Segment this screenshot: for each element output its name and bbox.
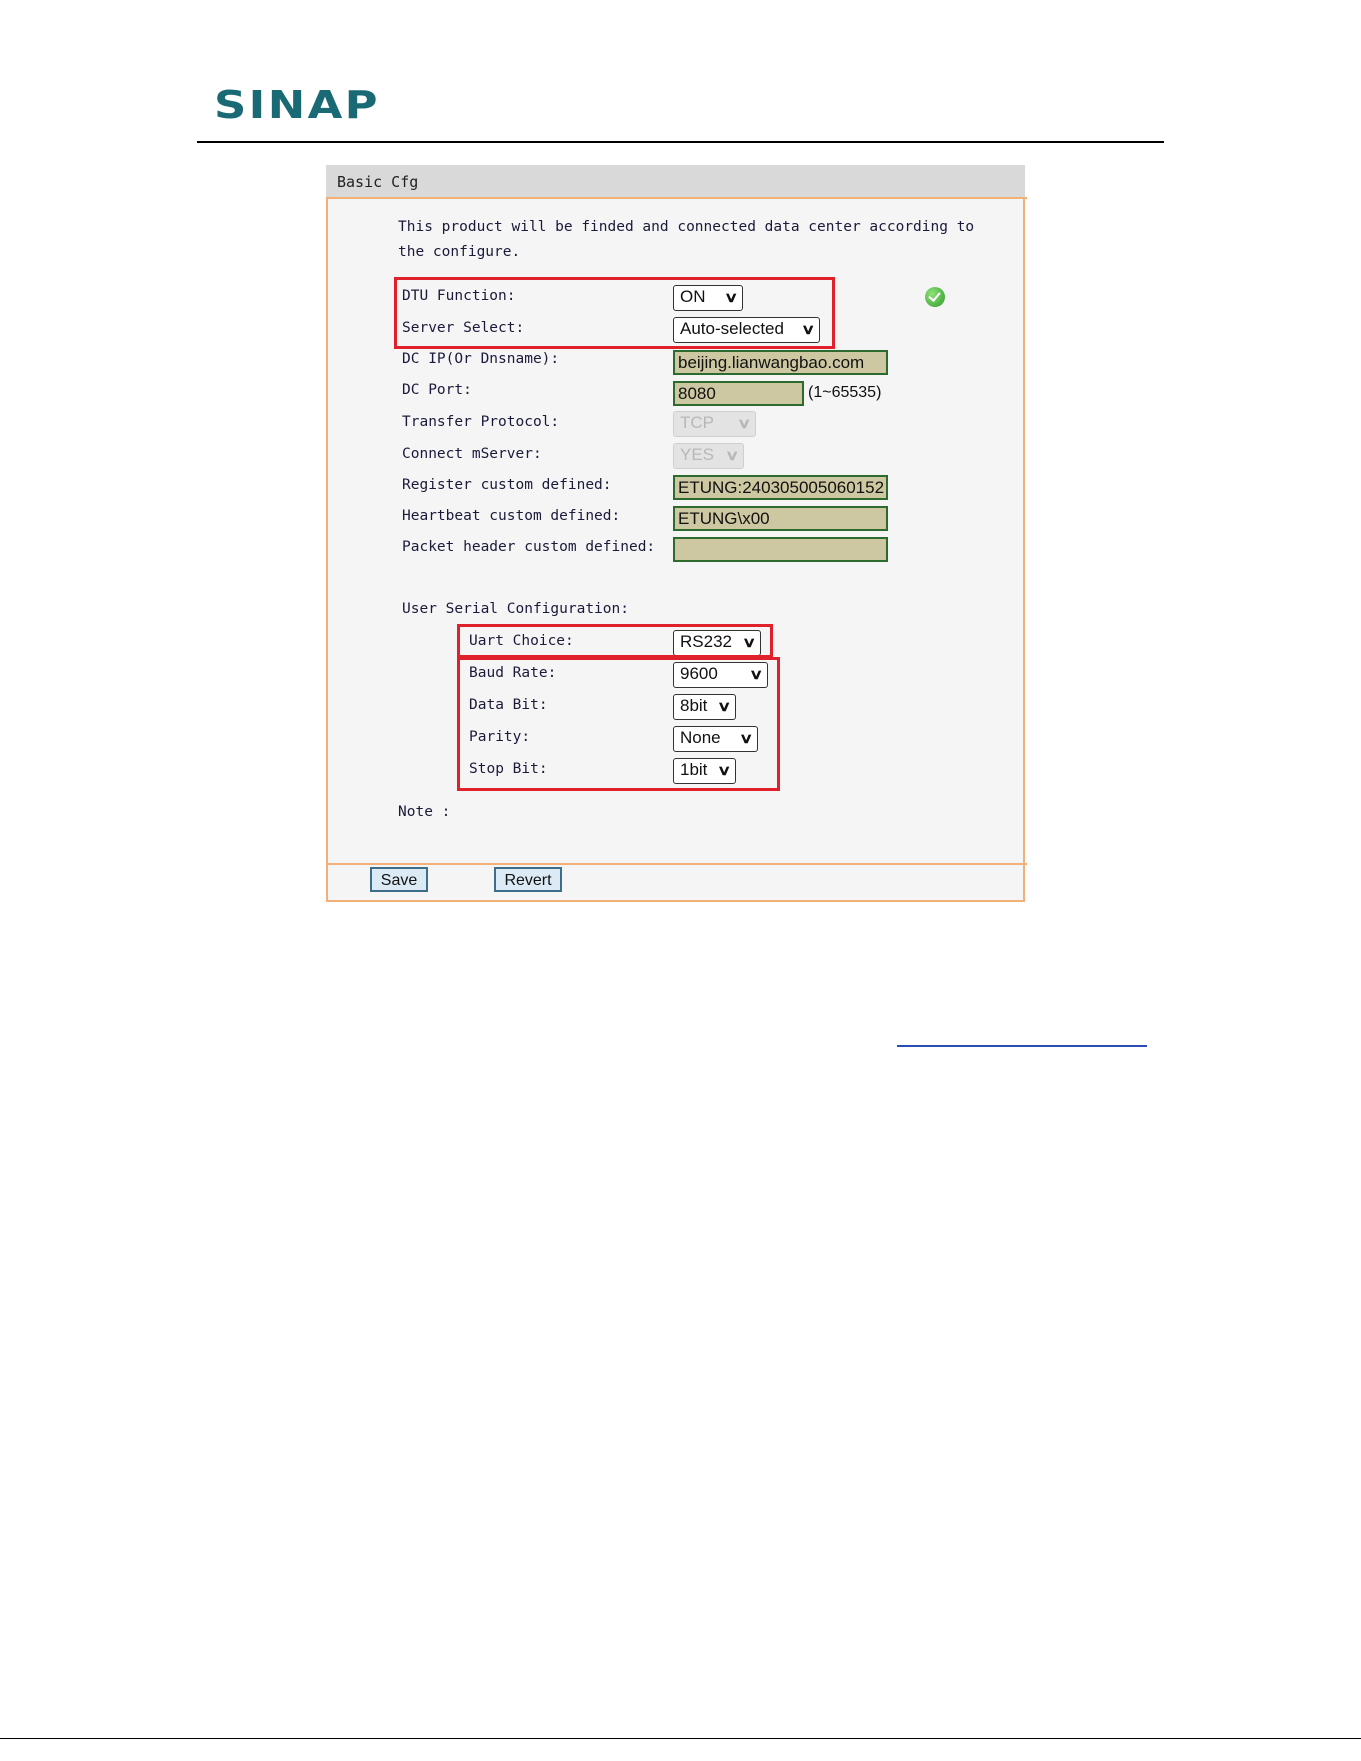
hyperlink-underline[interactable] — [897, 1045, 1147, 1047]
transfer-protocol-select[interactable] — [673, 411, 756, 437]
chevron-down-icon: ∨ — [716, 762, 732, 778]
chevron-down-icon: ∨ — [736, 415, 752, 431]
highlight-box-dtu — [394, 277, 835, 349]
parity-value: None — [680, 728, 721, 747]
connect-mserver-label: Connect mServer: — [402, 446, 542, 462]
stop-bit-label: Stop Bit: — [469, 761, 548, 777]
footer-rule — [0, 1738, 1361, 1739]
dc-port-input[interactable]: 8080 — [673, 381, 804, 406]
baud-rate-label: Baud Rate: — [469, 665, 557, 681]
intro-line-1: This product will be finded and connected data center according to — [398, 219, 975, 235]
parity-label: Parity: — [469, 729, 531, 745]
transfer-protocol-value: TCP — [680, 413, 714, 432]
intro-text — [398, 215, 974, 265]
server-select-label: Server Select: — [402, 320, 525, 336]
note-label: Note : — [398, 804, 451, 820]
chevron-down-icon: ∨ — [738, 730, 754, 746]
uart-choice-label: Uart Choice: — [469, 633, 574, 649]
divider — [326, 863, 1027, 865]
packet-header-custom-label: Packet header custom defined: — [402, 539, 656, 555]
data-bit-label: Data Bit: — [469, 697, 548, 713]
dc-port-range: (1~65535) — [808, 384, 882, 401]
packet-header-custom-input[interactable] — [673, 537, 888, 562]
intro-line-2: the configure. — [398, 244, 521, 260]
dtu-function-label: DTU Function: — [402, 288, 516, 304]
dc-port-label: DC Port: — [402, 382, 472, 398]
register-custom-input[interactable]: ETUNG:240305005060152 — [673, 475, 888, 500]
heartbeat-custom-input[interactable]: ETUNG\x00 — [673, 506, 888, 531]
uart-choice-value: RS232 — [680, 632, 732, 651]
chevron-down-icon: ∨ — [748, 666, 764, 682]
connect-mserver-value: YES — [680, 445, 715, 464]
panel-title-bar — [326, 165, 1025, 197]
check-circle-icon — [925, 287, 945, 307]
panel-title: Basic Cfg — [337, 173, 419, 191]
highlight-box-uart — [457, 624, 773, 658]
chevron-down-icon: ∨ — [741, 634, 757, 650]
chevron-down-icon: ∨ — [723, 289, 739, 305]
basic-cfg-panel — [326, 165, 1025, 902]
stop-bit-value: 1bit — [680, 760, 708, 779]
data-bit-value: 8bit — [680, 696, 708, 715]
chevron-down-icon: ∨ — [724, 447, 740, 463]
revert-button[interactable]: Revert — [494, 867, 562, 892]
chevron-down-icon: ∨ — [800, 321, 816, 337]
dc-ip-label: DC IP(Or Dnsname): — [402, 351, 560, 367]
logo: SINAP — [214, 83, 380, 127]
user-serial-heading: User Serial Configuration: — [402, 601, 629, 617]
dtu-function-value: ON — [680, 287, 706, 306]
chevron-down-icon: ∨ — [716, 698, 732, 714]
connect-mserver-select[interactable] — [673, 443, 744, 469]
save-button[interactable]: Save — [370, 867, 428, 892]
dc-ip-input[interactable]: beijing.lianwangbao.com — [673, 350, 888, 375]
register-custom-label: Register custom defined: — [402, 477, 612, 493]
baud-rate-value: 9600 — [680, 664, 718, 683]
highlight-box-serial — [457, 657, 780, 791]
divider — [326, 197, 1027, 199]
header-rule — [197, 141, 1164, 143]
heartbeat-custom-label: Heartbeat custom defined: — [402, 508, 621, 524]
server-select-value: Auto-selected — [680, 319, 784, 338]
transfer-protocol-label: Transfer Protocol: — [402, 414, 560, 430]
